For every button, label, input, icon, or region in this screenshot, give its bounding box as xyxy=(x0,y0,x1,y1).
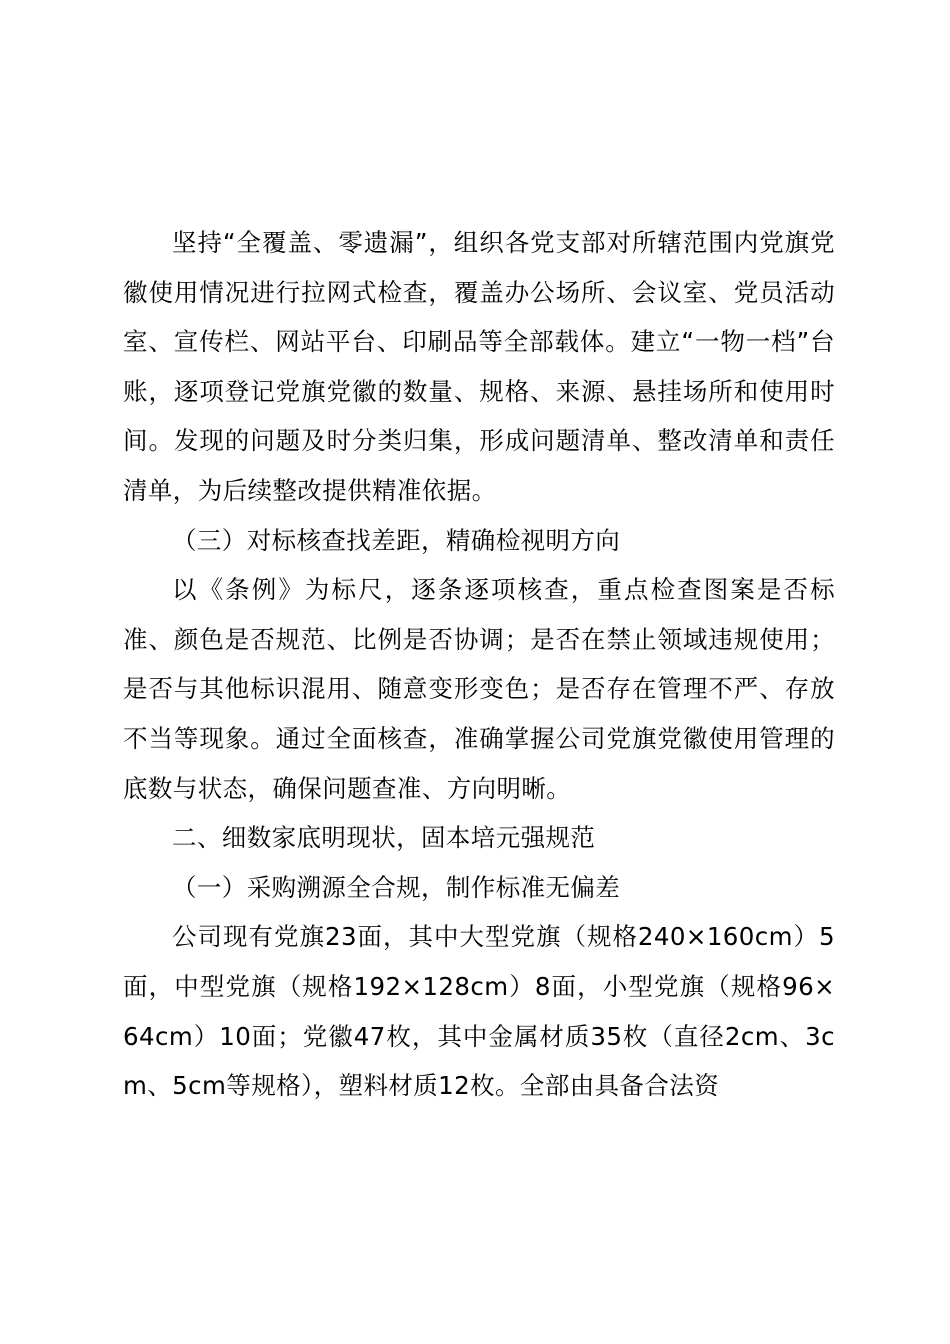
paragraph-inspection-coverage: 坚持“全覆盖、零遗漏”，组织各党支部对所辖范围内党旗党徽使用情况进行拉网式检查，覆盖办公场所、会议室、党员活动室、宣传栏、网站平台、印刷品等全部载体。建立“一物一档”台账，逐项登记党旗党徽的数量、规格、来源、悬挂场所和使用时间。发现的问题及时分类归集，形成问题清单、整改清单和责任清单，为后续整改提供精准依据。 xyxy=(123,228,835,505)
chapter-heading-2: 二、细数家底明现状，固本培元强规范 xyxy=(172,823,596,853)
paragraph-inventory: 公司现有党旗23面，其中大型党旗（规格240×160cm）5面，中型党旗（规格192×128cm）8面，小型党旗（规格96×64cm）10面；党徽47枚，其中金属材质35枚（直径2cm、3cm、5cm等规格），塑料材质12枚。全部由具备合法资 xyxy=(123,922,835,1101)
paragraph-standard-check: 以《条例》为标尺，逐条逐项核查，重点检查图案是否标准、颜色是否规范、比例是否协调；是否在禁止领域违规使用；是否与其他标识混用、随意变形变色；是否存在管理不严、存放不当等现象。通过全面核查，准确掌握公司党旗党徽使用管理的底数与状态，确保问题查准、方向明晰。 xyxy=(123,575,835,803)
section-heading-3: （三）对标核查找差距，精确检视明方向 xyxy=(172,525,621,555)
document-body xyxy=(123,218,835,1111)
section-heading-1: （一）采购溯源全合规，制作标准无偏差 xyxy=(172,872,621,902)
